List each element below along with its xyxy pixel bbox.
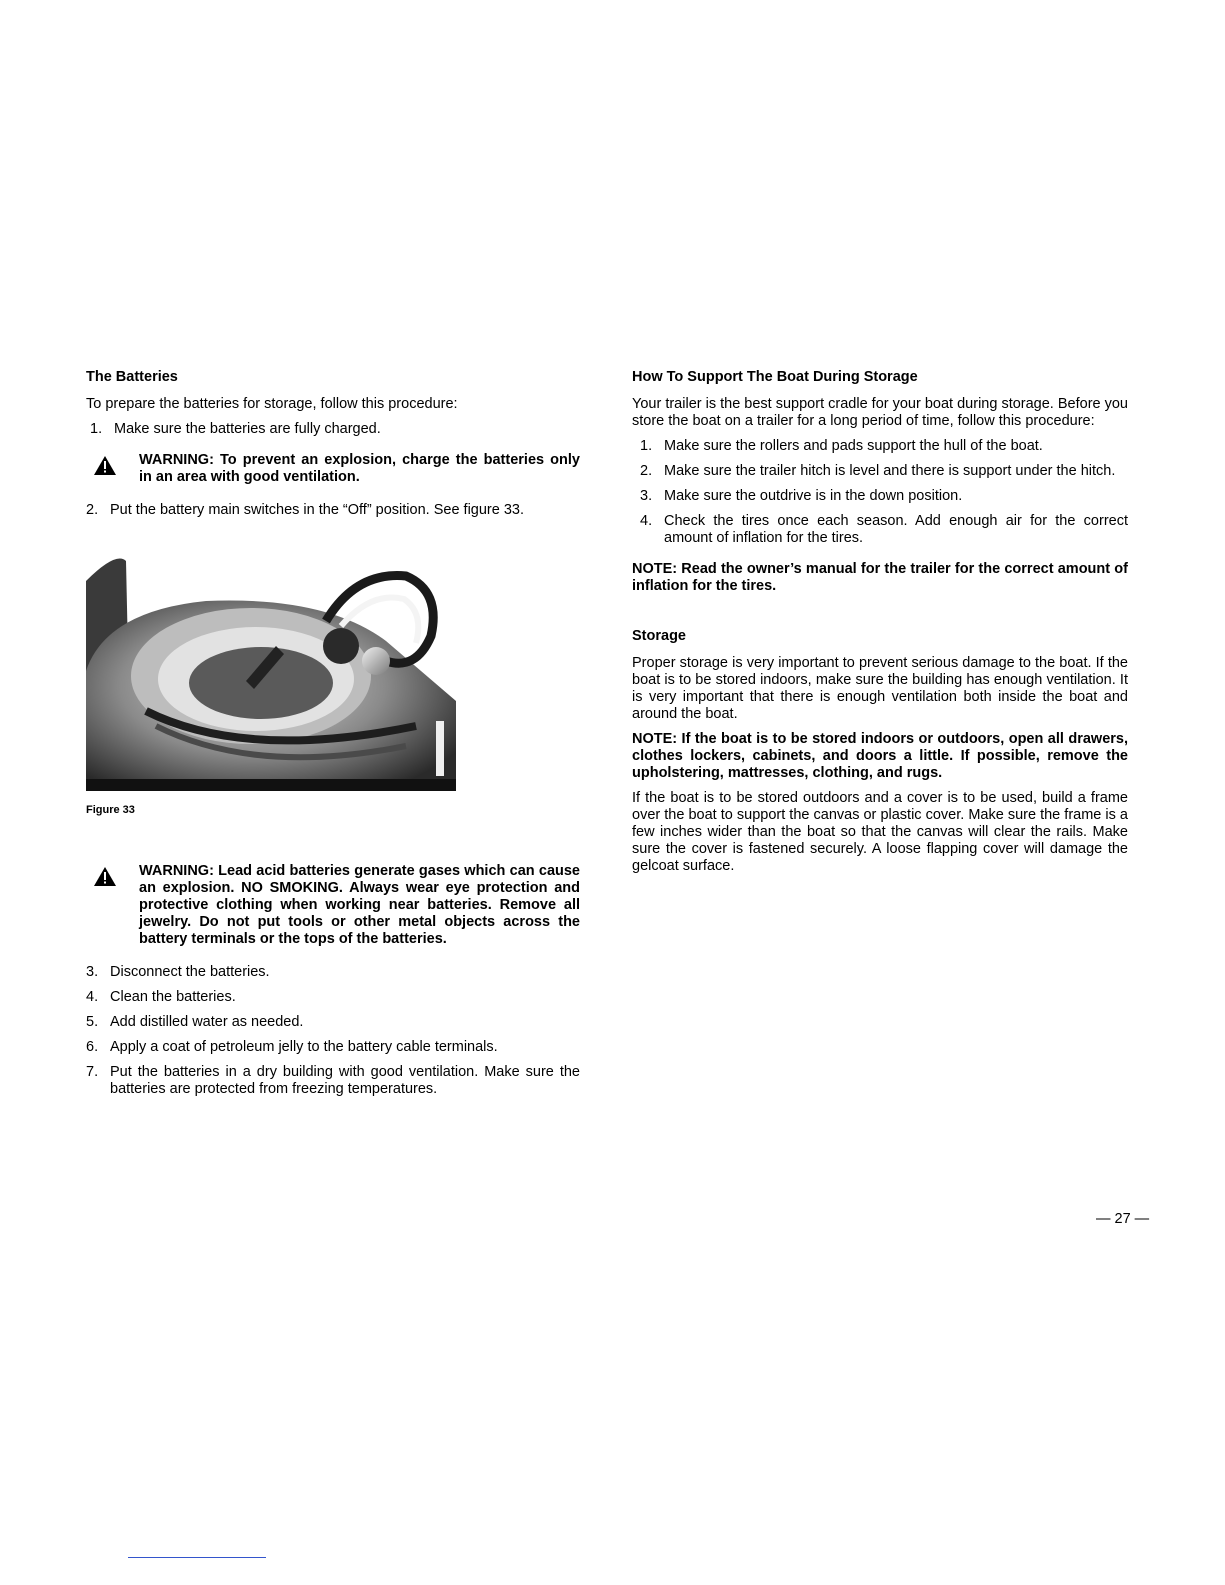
- list-item: [640, 513, 1128, 547]
- footer-rule: [128, 1557, 266, 1558]
- list-item: [640, 488, 1128, 505]
- list-item: [640, 438, 1128, 455]
- step-text: Make sure the trailer hitch is level and there is support under the hitch.: [664, 463, 1116, 479]
- batteries-steps-b: [86, 502, 580, 519]
- step-number: 6.: [86, 1039, 99, 1055]
- step-text: Add distilled water as needed.: [110, 1014, 304, 1030]
- list-item: [86, 1039, 580, 1056]
- section-heading-storage: Storage: [632, 628, 686, 644]
- battery-switch-photo: [86, 551, 456, 791]
- step-number: 1.: [90, 421, 103, 437]
- step-text: Disconnect the batteries.: [110, 964, 270, 980]
- step-number: 5.: [86, 1014, 99, 1030]
- storage-paragraph-2: If the boat is to be stored outdoors and a cover is to be used, build a frame over the boat to support the canvas or plastic cover. Make sure the frame is a few inches wider than the boat so that the canvas will clear the rails. Make sure the cover is fastened securely. A loose flapping cover will damage the gelcoat surface.: [632, 790, 1128, 874]
- step-number: 4.: [640, 513, 653, 529]
- step-text: Put the batteries in a dry building with good ventilation. Make sure the batteries are protected from freezing temperatures.: [110, 1064, 580, 1097]
- step-number: 7.: [86, 1064, 99, 1080]
- step-number: 1.: [640, 438, 653, 454]
- step-text: Clean the batteries.: [110, 989, 236, 1005]
- step-text: Apply a coat of petroleum jelly to the battery cable terminals.: [110, 1039, 498, 1055]
- warning-lead-acid: [86, 863, 580, 948]
- note-trailer-manual: NOTE: Read the owner’s manual for the trailer for the correct amount of inflation for the tires.: [632, 561, 1128, 594]
- note-open-drawers: NOTE: If the boat is to be stored indoors or outdoors, open all drawers, clothes lockers, cabinets, and doors a little. If possible, remove the upholstering, mattresses, clothing, and rugs.: [632, 731, 1128, 781]
- step-number: 3.: [86, 964, 99, 980]
- warning-text: WARNING: Lead acid batteries generate gases which can cause an explosion. NO SMOKING. Always wear eye protection and protective clothing when working near batteries. Remove all jewelry. Do not put tools or other metal objects across the battery terminals or the tops of the batteries.: [139, 863, 580, 947]
- figure-33: [86, 551, 580, 819]
- warning-triangle-icon: [86, 863, 132, 891]
- step-number: 2.: [86, 502, 99, 518]
- list-item: [86, 502, 580, 519]
- step-number: 3.: [640, 488, 653, 504]
- step-text: Put the battery main switches in the “Off” position. See figure 33.: [110, 502, 525, 518]
- list-item: [86, 964, 580, 981]
- list-item: [90, 421, 580, 438]
- support-steps: [632, 438, 1128, 547]
- section-heading-support: How To Support The Boat During Storage: [632, 369, 918, 385]
- section-heading-batteries: The Batteries: [86, 369, 178, 385]
- support-intro: Your trailer is the best support cradle for your boat during storage. Before you store the boat on a trailer for a long period of time, follow this procedure:: [632, 396, 1128, 429]
- left-column: [86, 368, 580, 1106]
- storage-paragraph-1: Proper storage is very important to prevent serious damage to the boat. If the boat is to be stored indoors, make sure the building has enough ventilation. It is very important that there is enough ventilation both inside the boat and around the boat.: [632, 655, 1128, 722]
- page-number: — 27 —: [1096, 1211, 1150, 1227]
- list-item: [86, 989, 580, 1006]
- list-item: [640, 463, 1128, 480]
- batteries-intro: To prepare the batteries for storage, follow this procedure:: [86, 396, 458, 412]
- step-text: Make sure the outdrive is in the down position.: [664, 488, 963, 504]
- warning-text: WARNING: To prevent an explosion, charge the batteries only in an area with good ventilation.: [139, 452, 580, 485]
- list-item: [86, 1064, 580, 1098]
- warning-triangle-icon: [86, 452, 132, 480]
- step-text: Check the tires once each season. Add enough air for the correct amount of inflation for the tires.: [664, 513, 1128, 546]
- step-text: Make sure the rollers and pads support the hull of the boat.: [664, 438, 1043, 454]
- figure-caption: Figure 33: [86, 804, 135, 816]
- list-item: [86, 1014, 580, 1031]
- step-number: 2.: [640, 463, 653, 479]
- step-text: Make sure the batteries are fully charged.: [114, 421, 381, 437]
- step-number: 4.: [86, 989, 99, 1005]
- batteries-steps-c: [86, 964, 580, 1098]
- right-column: [632, 368, 1128, 883]
- batteries-steps-a: [86, 421, 580, 438]
- warning-charge-ventilation: [86, 452, 580, 486]
